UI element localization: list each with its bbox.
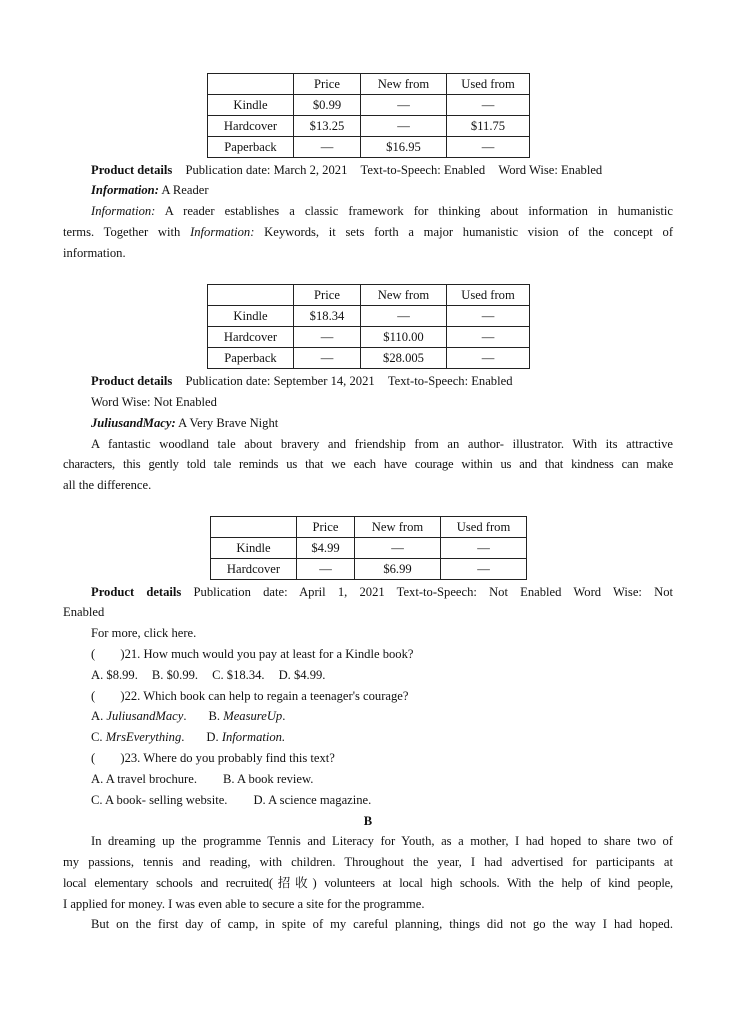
table-header-row: [208, 74, 530, 95]
book2-title-line: [91, 180, 701, 201]
book3-desc-line: characters, this gently told tale reminds us that we each have courage within us and that kindness can make: [63, 457, 673, 471]
book3-wordwise-cont: Enabled: [63, 605, 105, 619]
option-c: C. A book- selling website.: [91, 793, 228, 807]
option-b: B. MeasureUp.: [208, 709, 286, 723]
cell: $28.005: [361, 348, 447, 369]
cell: Hardcover: [208, 116, 294, 137]
header-cell: Used from: [447, 74, 530, 95]
option-b: B. $0.99.: [151, 668, 199, 682]
table-row: [208, 306, 530, 327]
cell: —: [361, 95, 447, 116]
option-a: A. $8.99.: [91, 668, 138, 682]
book2-desc-line: information.: [63, 246, 126, 260]
book-title: JuliusandMacy:: [91, 416, 176, 430]
cell: Kindle: [208, 95, 294, 116]
passage-line: local elementary schools and recruited(招收) volunteers at local high schools. With the help of kind people,: [63, 876, 673, 890]
cell: —: [361, 116, 447, 137]
passage-line: In dreaming up the programme Tennis and Literacy for Youth, as a mother, I had hoped to share two of: [91, 834, 673, 848]
desc-text: Keywords, it sets forth a major humanistic vision of the concept of: [254, 225, 674, 239]
book-subtitle: A Very Brave Night: [175, 416, 279, 430]
header-cell: New from: [361, 74, 447, 95]
book-subtitle: A Reader: [158, 183, 209, 197]
desc-text: terms. Together with: [63, 225, 191, 239]
table-header-row: [211, 517, 527, 538]
cell: $18.34: [294, 306, 361, 327]
question-21: ( )21. How much would you pay at least for a Kindle book?: [91, 647, 414, 661]
option-a: A. A travel brochure.: [91, 772, 197, 786]
tts-status: Text-to-Speech: Enabled: [387, 374, 513, 388]
cell: $6.99: [355, 559, 441, 580]
option-label: C.: [91, 730, 106, 744]
details-label: Product details: [91, 163, 173, 177]
option-c: C. MrsEverything.: [91, 730, 185, 744]
cell: $13.25: [294, 116, 361, 137]
cell: $110.00: [361, 327, 447, 348]
book3-desc-line: all the difference.: [63, 478, 152, 492]
cell: —: [294, 327, 361, 348]
cell: $11.75: [447, 116, 530, 137]
book3-desc-line: A fantastic woodland tale about bravery and friendship from an author- illustrator. With its attractive: [91, 437, 673, 451]
header-cell: New from: [355, 517, 441, 538]
cell: Hardcover: [211, 559, 297, 580]
option-label: D.: [206, 730, 222, 744]
cell: Kindle: [208, 306, 294, 327]
cell: $16.95: [361, 137, 447, 158]
option-d: D. $4.99.: [278, 668, 326, 682]
cell: —: [441, 538, 527, 559]
section-heading: B: [363, 814, 373, 828]
publication-date: Publication date: March 2, 2021: [185, 163, 348, 177]
question-23: ( )23. Where do you probably find this text?: [91, 751, 335, 765]
table-row: [208, 348, 530, 369]
cell: —: [441, 559, 527, 580]
table-row: [208, 95, 530, 116]
book3-details: [91, 582, 673, 603]
passage-line: I applied for money. I was even able to secure a site for the programme.: [63, 897, 425, 911]
header-cell: Price: [294, 74, 361, 95]
details-label: Product details: [91, 374, 173, 388]
cell: $4.99: [297, 538, 355, 559]
option-d: D. A science magazine.: [253, 793, 372, 807]
header-cell: Used from: [447, 285, 530, 306]
cell: —: [447, 306, 530, 327]
book2-desc-line: [91, 201, 673, 222]
cell: Paperback: [208, 137, 294, 158]
question-21-options: [91, 665, 701, 686]
question-23-options-ab: [91, 769, 701, 790]
book2-details: [91, 371, 701, 392]
tts-status: Text-to-Speech: Enabled: [360, 163, 486, 177]
header-cell: [208, 285, 294, 306]
cell: Paperback: [208, 348, 294, 369]
publication-date: Publication date: April 1, 2021: [193, 585, 385, 599]
question-22-options-ab: [91, 706, 701, 727]
passage-line: But on the first day of camp, in spite of my careful planning, things did not go the way I had hoped.: [91, 917, 673, 931]
cell: —: [361, 306, 447, 327]
option-a: A. JuliusandMacy.: [91, 709, 187, 723]
cell: Kindle: [211, 538, 297, 559]
header-cell: Price: [297, 517, 355, 538]
option-b: B. A book review.: [222, 772, 314, 786]
cell: —: [447, 137, 530, 158]
cell: $0.99: [294, 95, 361, 116]
header-cell: Price: [294, 285, 361, 306]
option-text: MrsEverything: [105, 730, 182, 744]
option-label: B.: [208, 709, 224, 723]
table-row: [208, 116, 530, 137]
header-cell: Used from: [441, 517, 527, 538]
wordwise-status: Word Wise: Not: [573, 585, 673, 599]
book2-desc-line: [63, 222, 673, 243]
cell: —: [294, 137, 361, 158]
cell: —: [294, 348, 361, 369]
price-table-2: [207, 284, 530, 369]
book3-title-line: [91, 413, 701, 434]
table-row: [211, 559, 527, 580]
table-row: [211, 538, 527, 559]
desc-italic: Information:: [190, 225, 255, 239]
cell: —: [447, 327, 530, 348]
passage-line: my passions, tennis and reading, with children. Throughout the year, I had advertised for participants at: [63, 855, 673, 869]
option-label: A.: [91, 709, 107, 723]
book2-wordwise: Word Wise: Not Enabled: [91, 395, 217, 409]
cell: —: [297, 559, 355, 580]
more-link-text: For more, click here.: [91, 626, 197, 640]
table-row: [208, 327, 530, 348]
option-text: JuliusandMacy: [106, 709, 184, 723]
question-22: ( )22. Which book can help to regain a teenager's courage?: [91, 689, 409, 703]
price-table-1: [207, 73, 530, 158]
table-row: [208, 137, 530, 158]
header-cell: [208, 74, 294, 95]
price-table-3: [210, 516, 527, 580]
question-22-options-cd: [91, 727, 701, 748]
cell: —: [355, 538, 441, 559]
details-label: Product details: [91, 585, 182, 599]
question-23-options-cd: [91, 790, 701, 811]
publication-date: Publication date: September 14, 2021: [185, 374, 375, 388]
book1-details: [91, 160, 701, 181]
book-title: Information:: [91, 183, 159, 197]
option-text: Information.: [221, 730, 286, 744]
header-cell: [211, 517, 297, 538]
cell: Hardcover: [208, 327, 294, 348]
cell: —: [447, 95, 530, 116]
desc-text: A reader establishes a classic framework for thinking about information in humanistic: [155, 204, 673, 218]
table-header-row: [208, 285, 530, 306]
wordwise-status: Word Wise: Enabled: [498, 163, 603, 177]
header-cell: New from: [361, 285, 447, 306]
option-text: MeasureUp: [223, 709, 283, 723]
tts-status: Text-to-Speech: Not Enabled: [396, 585, 562, 599]
cell: —: [447, 348, 530, 369]
option-c: C. $18.34.: [212, 668, 265, 682]
option-d: [206, 730, 285, 744]
desc-italic: Information:: [91, 204, 156, 218]
